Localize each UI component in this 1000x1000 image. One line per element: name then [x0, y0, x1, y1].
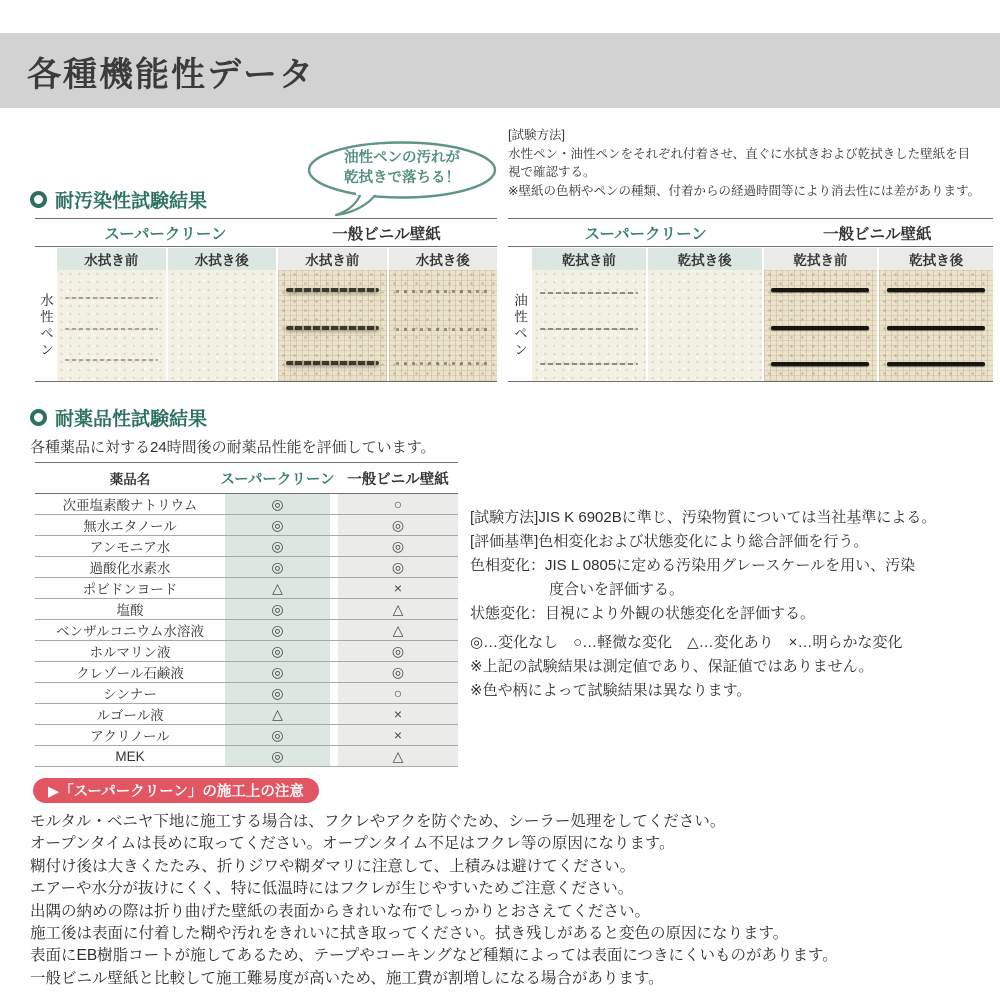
speech-bubble-text: 油性ペンの汚れが 乾拭きで落ちる！ [344, 150, 460, 186]
row-label-water-pen: 水性ペン [38, 292, 53, 359]
table-row: アンモニア水 ◎ ◎ [35, 536, 458, 557]
chem-disclaimer-1: ※上記の試験結果は測定値であり、保証値ではありません。 [470, 658, 874, 675]
group-superclean: スーパークリーン [584, 225, 707, 243]
sample-superclean-before-drywipe [532, 270, 646, 381]
section-bullet-icon [30, 409, 47, 426]
table-row: クレゾール石鹸液 ◎ ◎ [35, 662, 458, 683]
pen-mark [286, 326, 379, 330]
method-label: [試験方法] [508, 128, 565, 142]
sub-header-row: 乾拭き前 乾拭き後 乾拭き前 乾拭き後 [508, 248, 993, 270]
pen-mark [396, 328, 489, 331]
table-row: ホルマリン液 ◎ ◎ [35, 641, 458, 662]
pen-mark [286, 361, 379, 365]
list-item: 糊付け後は大きくたたみ、折りジワや糊ダマリに注意して、上積みは避けてください。 [30, 857, 636, 875]
table-row: ベンザルコニウム水溶液 ◎ △ [35, 620, 458, 641]
construction-notes-list [30, 811, 838, 990]
pen-mark [887, 362, 985, 366]
table-row: 次亜塩素酸ナトリウム ◎ ○ [35, 494, 458, 515]
section-bullet-icon [30, 191, 47, 208]
pen-mark [65, 328, 158, 330]
pen-mark [540, 363, 638, 365]
table-row: MEK ◎ △ [35, 746, 458, 767]
chemical-table [35, 462, 458, 767]
chem-disclaimer-2: ※色や柄によって試験結果は異なります。 [470, 682, 752, 699]
pen-mark [65, 359, 158, 361]
list-item: モルタル・ベニヤ下地に施工する場合は、フクレやアクを防ぐため、シーラー処理をしてください。 [30, 813, 726, 830]
pen-mark [771, 326, 869, 330]
chemical-table-header: 薬品名 スーパークリーン 一般ビニル壁紙 [35, 462, 458, 494]
list-item: 施工後は表面に付着した糊や汚れをきれいに拭き取ってください。拭き残しがあると変色の原因になります。 [30, 925, 789, 943]
page-title: 各種機能性データ [27, 56, 315, 94]
chem-state-change: 状態変化：目視により外観の状態変化を評価する。 [470, 605, 816, 622]
chem-hue-change-2: 度合いを評価する。 [549, 581, 685, 598]
chemical-heading-label: 耐薬品性試験結果 [55, 409, 208, 430]
table-row: ポビドンヨード △ × [35, 578, 458, 599]
sub-header-row: 水拭き前 水拭き後 水拭き前 水拭き後 [35, 248, 497, 270]
table-row: 過酸化水素水 ◎ ◎ [35, 557, 458, 578]
construction-caution-badge: ▶「スーパークリーン」の施工上の注意 [33, 778, 319, 803]
speech-bubble [306, 141, 498, 219]
list-item: オープンタイムは長めに取ってください。オープンタイム不足はフクレ等の原因になります。 [30, 835, 675, 853]
pen-mark [65, 297, 158, 299]
pen-mark [396, 362, 489, 365]
list-item: 一般ビニル壁紙と比較して施工難易度が高いため、施工費が割増しになる場合があります。 [30, 969, 664, 987]
pen-mark [887, 288, 985, 292]
pen-mark [771, 362, 869, 366]
pen-mark [396, 290, 489, 293]
pen-mark [286, 288, 379, 292]
table-row: シンナー ◎ ○ [35, 683, 458, 704]
stain-section-heading [30, 186, 207, 213]
pen-mark [540, 328, 638, 330]
row-label-oil-pen: 油性ペン [512, 292, 527, 359]
list-item: 出隅の納めの際は折り曲げた壁紙の表面からきれいな布でしっかりとおさえてください。 [30, 902, 651, 920]
sample-vinyl-before-waterwipe [278, 270, 387, 381]
table-row: ルゴール液 △ × [35, 704, 458, 725]
table-row: 塩酸 ◎ △ [35, 599, 458, 620]
chemical-notes [470, 506, 998, 703]
chem-test-method: [試験方法]JIS K 6902Bに準じ、汚染物質については当社基準による。 [470, 509, 937, 526]
chem-eval-basis: [評価基準]色相変化および状態変化により総合評価を行う。 [470, 533, 869, 550]
sample-vinyl-after-waterwipe [389, 270, 498, 381]
chemical-section-heading [30, 404, 207, 431]
sample-vinyl-after-drywipe [879, 270, 993, 381]
list-item: エアーや水分が抜けにくく、特に低温時にはフクレが生じやすいためご注意ください。 [30, 880, 634, 898]
table-row: アクリノール ◎ × [35, 725, 458, 746]
group-header-row [508, 218, 993, 247]
stain-test-method-note: [試験方法] 水性ペン・油性ペンをそれぞれ付着させ、直ぐに水拭きおよび乾拭きした壁紙を目 視で確認する。 ※壁紙の色柄やペンの種類、付着からの経過時間等により消去性には差があります。 [508, 126, 1000, 200]
sample-row [508, 270, 993, 382]
list-item: 表面にEB樹脂コートが施してあるため、テープやコーキングなど種類によっては表面につきにくいものがあります。 [30, 947, 838, 965]
group-vinyl: 一般ビニル壁紙 [332, 225, 441, 243]
chem-hue-change-1: 色相変化：JIS L 0805に定める汚染用グレースケールを用い、汚染 [470, 557, 916, 574]
table-row: 無水エタノール ◎ ◎ [35, 515, 458, 536]
sample-vinyl-before-drywipe [764, 270, 878, 381]
water-pen-test-table [35, 218, 497, 382]
pen-mark [771, 288, 869, 292]
sample-superclean-before-waterwipe [57, 270, 166, 381]
pen-mark [540, 292, 638, 294]
sample-superclean-after-waterwipe [168, 270, 277, 381]
pen-mark [887, 326, 985, 330]
sample-superclean-after-drywipe [648, 270, 762, 381]
sample-row [35, 270, 497, 382]
symbol-legend: ◎…変化なし ○…軽微な変化 △…変化あり ×…明らかな変化 [470, 634, 903, 651]
chemical-subtitle: 各種薬品に対する24時間後の耐薬品性能を評価しています。 [30, 439, 436, 456]
group-vinyl: 一般ビニル壁紙 [822, 225, 932, 243]
oil-pen-test-table [508, 218, 993, 382]
group-header-row [35, 218, 497, 247]
stain-heading-label: 耐汚染性試験結果 [55, 191, 208, 212]
group-superclean: スーパークリーン [104, 225, 227, 243]
